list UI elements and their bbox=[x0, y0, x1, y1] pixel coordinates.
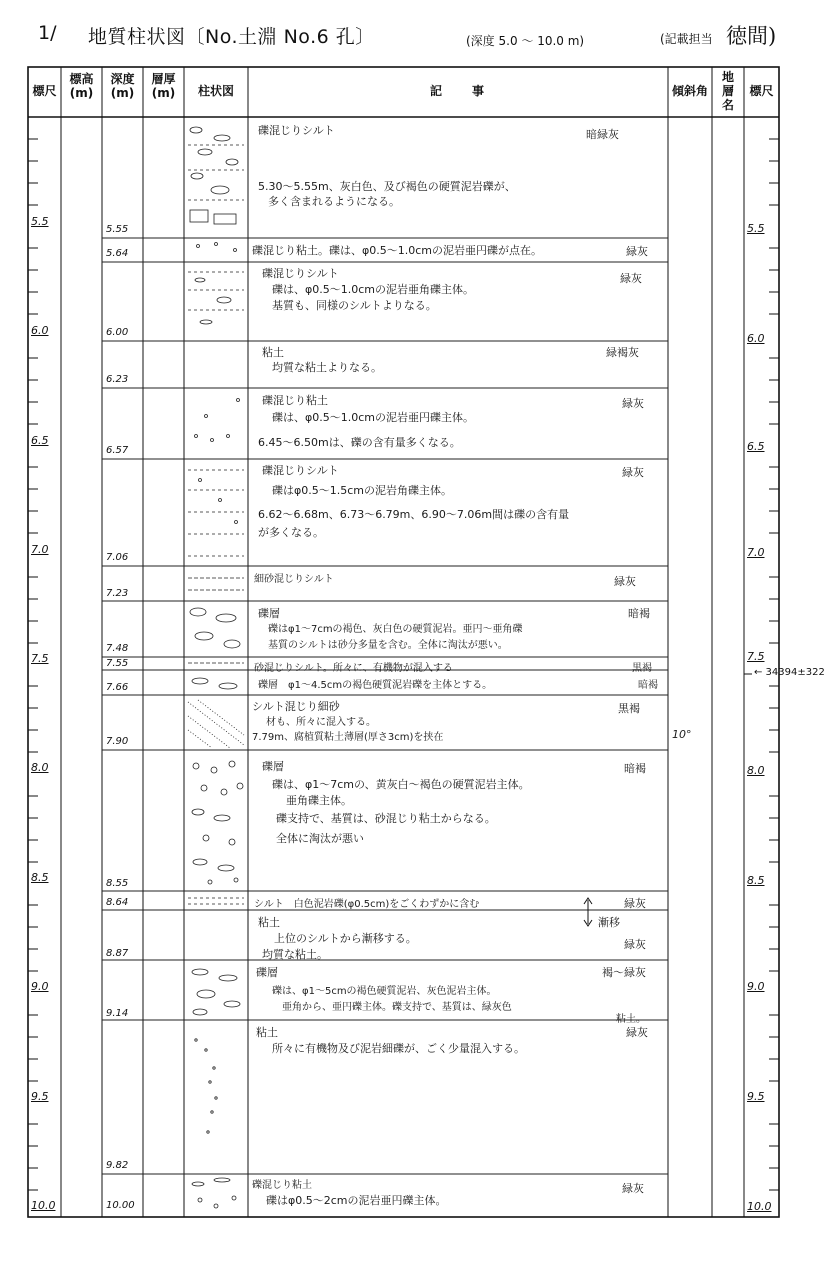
layer-note: 礫支持で、基質は、砂混じり粘土からなる。 bbox=[276, 812, 496, 825]
scale-left-label: 7.0 bbox=[31, 543, 49, 556]
depth-value: 10.00 bbox=[106, 1200, 135, 1211]
layer-note: 所々に有機物及び泥岩細礫が、ごく少量混入する。 bbox=[272, 1042, 525, 1055]
layer-note: 礫は、φ0.5～1.0cmの泥岩亜角礫主体。 bbox=[272, 283, 475, 296]
layer-color: 緑灰 bbox=[614, 575, 636, 588]
scale-right-label: 9.5 bbox=[747, 1090, 765, 1103]
layer-title: 礫混じり粘土 bbox=[262, 394, 328, 407]
layer-title: 粘土 bbox=[256, 1026, 278, 1039]
layer-color: 緑灰 bbox=[624, 938, 646, 951]
depth-value: 5.64 bbox=[106, 248, 129, 259]
layer-color: 緑灰 bbox=[626, 1026, 648, 1039]
layer-note: 礫はφ0.5～1.5cmの泥岩角礫主体。 bbox=[272, 484, 453, 497]
pattern-gravel-layer-4 bbox=[192, 969, 240, 1015]
header-thickness-unit: (m) bbox=[151, 86, 176, 100]
pattern-gravel-silt-1 bbox=[188, 127, 244, 224]
layer-note: 粘土。 bbox=[616, 1014, 646, 1025]
pattern-gravel-clay-2 bbox=[195, 399, 240, 442]
gradation-note: 漸移 bbox=[598, 916, 620, 929]
scale-right-label: 6.0 bbox=[747, 332, 765, 345]
layer-note: 礫はφ1～7cmの褐色、灰白色の硬質泥岩。亜円～亜角礫 bbox=[268, 624, 523, 635]
depth-value: 6.00 bbox=[106, 327, 129, 338]
header-depth-label: 深度 bbox=[110, 72, 135, 86]
header-column-log: 柱状図 bbox=[197, 84, 234, 98]
layer-note: 礫は、φ1～5cmの褐色硬質泥岩、灰色泥岩主体。 bbox=[272, 986, 497, 997]
column-log-patterns bbox=[188, 127, 244, 1208]
layer-note: 6.45～6.50mは、礫の含有量多くなる。 bbox=[258, 436, 461, 449]
depth-value: 8.55 bbox=[106, 878, 129, 889]
pattern-clay-dots bbox=[195, 1039, 217, 1133]
page-title: 地質柱状図〔No.土淵 No.6 孔〕 bbox=[88, 26, 375, 48]
pattern-sandy-silt bbox=[188, 578, 244, 590]
recorder-label: (記載担当 bbox=[660, 32, 713, 46]
layer-title: 礫混じりシルト bbox=[262, 464, 339, 477]
header-thickness bbox=[143, 72, 184, 100]
layer-note: 多く含まれるようになる。 bbox=[268, 195, 400, 208]
layer-note: 礫は、φ1～7cmの、黄灰白～褐色の硬質泥岩主体。 bbox=[272, 778, 530, 791]
header-description: 記 事 bbox=[429, 84, 486, 98]
depth-value: 8.64 bbox=[106, 897, 129, 908]
header-elevation-unit: (m) bbox=[69, 86, 94, 100]
pattern-fine-sand bbox=[188, 700, 244, 748]
pattern-gravel-silt-3 bbox=[188, 470, 244, 556]
depth-range: (深度 5.0 ～ 10.0 m) bbox=[466, 34, 585, 48]
layer-color: 緑灰 bbox=[622, 466, 644, 479]
header-scale-left: 標尺 bbox=[32, 84, 57, 98]
depth-value: 9.82 bbox=[106, 1160, 129, 1171]
layer-note: 亜角から、亜円礫主体。礫支持で、基質は、緑灰色 bbox=[282, 1002, 512, 1013]
depth-value: 7.48 bbox=[106, 643, 129, 654]
layer-color: 緑灰 bbox=[622, 397, 644, 410]
header-elevation-label: 標高 bbox=[69, 72, 94, 86]
layer-note: 7.79m、腐植質粘土薄層(厚さ3cm)を挟在 bbox=[252, 732, 444, 743]
header-formation: 地層名 bbox=[721, 70, 734, 112]
layer-color: 緑灰 bbox=[626, 245, 648, 258]
layer-note: 5.30～5.55m、灰白色、及び褐色の硬質泥岩礫が、 bbox=[258, 180, 516, 193]
depth-value: 7.55 bbox=[106, 658, 129, 669]
scale-left-label: 9.5 bbox=[31, 1090, 49, 1103]
header-elevation bbox=[61, 72, 102, 100]
layer-title: 粘土 bbox=[258, 916, 280, 929]
layer-title: 礫混じり粘土。礫は、φ0.5～1.0cmの泥岩亜円礫が点在。 bbox=[252, 244, 543, 257]
layer-note: 材も、所々に混入する。 bbox=[266, 717, 376, 728]
layer-title: 礫混じりシルト bbox=[258, 124, 335, 137]
pattern-gravel-clay-3 bbox=[192, 1178, 236, 1208]
pattern-gravel-layer-1 bbox=[190, 608, 240, 648]
gradation-arrow-icon bbox=[584, 898, 592, 926]
layer-title: 細砂混じりシルト bbox=[254, 574, 334, 585]
age-boundary-label: ← 34394±322 bbox=[754, 667, 825, 678]
layer-title: 礫層 φ1～4.5cmの褐色硬質泥岩礫を主体とする。 bbox=[258, 680, 493, 691]
layer-note: 6.62～6.68m、6.73～6.79m、6.90～7.06m間は礫の含有量 bbox=[258, 508, 570, 521]
header-thickness-label: 層厚 bbox=[151, 72, 176, 86]
layer-note: 全体に淘汰が悪い bbox=[276, 832, 364, 845]
scale-left-label: 8.5 bbox=[31, 871, 49, 884]
layer-color: 暗褐 bbox=[638, 680, 658, 691]
scale-left-label: 7.5 bbox=[31, 652, 49, 665]
layer-color: 緑灰 bbox=[624, 897, 646, 910]
scale-right-label: 8.0 bbox=[747, 764, 765, 777]
scale-left-label: 5.5 bbox=[31, 215, 49, 228]
layer-note: 礫はφ0.5～2cmの泥岩亜円礫主体。 bbox=[266, 1194, 447, 1207]
scale-left-label: 8.0 bbox=[31, 761, 49, 774]
depth-value: 7.06 bbox=[106, 552, 129, 563]
scale-right-label: 7.0 bbox=[747, 546, 765, 559]
scale-left-label: 6.5 bbox=[31, 434, 49, 447]
layer-color: 暗褐 bbox=[624, 762, 646, 775]
depth-value: 7.23 bbox=[106, 588, 129, 599]
layer-title: 粘土 bbox=[262, 346, 284, 359]
header-depth-unit: (m) bbox=[110, 86, 135, 100]
layer-note: 上位のシルトから漸移する。 bbox=[274, 932, 417, 945]
layer-title: 礫層 bbox=[256, 966, 278, 979]
scale-right-label: 10.0 bbox=[747, 1200, 772, 1213]
scale-left-label: 10.0 bbox=[31, 1199, 56, 1212]
layer-title: 砂混じりシルト。所々に、有機物が混入する bbox=[254, 663, 453, 674]
page-number: 1/ bbox=[38, 22, 57, 44]
scale-right-label: 7.5 bbox=[747, 650, 765, 663]
layer-note: 基質も、同様のシルトよりなる。 bbox=[272, 299, 437, 312]
header-scale-right: 標尺 bbox=[749, 84, 774, 98]
layer-note: 亜角礫主体。 bbox=[286, 794, 352, 807]
scale-right-label: 6.5 bbox=[747, 440, 765, 453]
header-dip: 傾斜角 bbox=[671, 84, 708, 98]
layer-note: 均質な粘土。 bbox=[262, 948, 328, 961]
layer-color: 褐～緑灰 bbox=[602, 966, 646, 979]
layer-color: 黒褐 bbox=[618, 702, 640, 715]
layer-title: シルト混じり細砂 bbox=[252, 700, 340, 713]
layer-title: 礫層 bbox=[258, 607, 280, 620]
layer-color: 緑褐灰 bbox=[606, 346, 639, 359]
layer-color: 緑灰 bbox=[622, 1182, 644, 1195]
scale-right-label: 9.0 bbox=[747, 980, 765, 993]
layer-title: 礫層 bbox=[262, 760, 284, 773]
scale-left-label: 6.0 bbox=[31, 324, 49, 337]
depth-value: 6.57 bbox=[106, 445, 129, 456]
layer-title: 礫混じり粘土 bbox=[252, 1180, 312, 1191]
pattern-gravel-silt-2 bbox=[188, 272, 244, 324]
pattern-silt bbox=[188, 898, 244, 904]
layer-note: が多くなる。 bbox=[258, 526, 324, 539]
depth-value: 5.55 bbox=[106, 224, 129, 235]
depth-value: 9.14 bbox=[106, 1008, 129, 1019]
pattern-gravel-clay bbox=[197, 243, 237, 252]
depth-value: 7.66 bbox=[106, 682, 129, 693]
layer-color: 暗緑灰 bbox=[586, 128, 619, 141]
layer-note: 礫は、φ0.5～1.0cmの泥岩亜円礫主体。 bbox=[272, 411, 475, 424]
depth-value: 6.23 bbox=[106, 374, 129, 385]
pattern-gravel-layer-3 bbox=[192, 761, 243, 884]
scale-left-label: 9.0 bbox=[31, 980, 49, 993]
layer-title: シルト 白色泥岩礫(φ0.5cm)をごくわずかに含む bbox=[254, 899, 480, 910]
layer-note: 均質な粘土よりなる。 bbox=[272, 361, 382, 374]
layer-note: 基質のシルトは砂分多量を含む。全体に淘汰が悪い。 bbox=[268, 640, 508, 651]
dip-value: 10° bbox=[672, 728, 692, 741]
layer-color: 暗褐 bbox=[628, 607, 650, 620]
depth-value: 8.87 bbox=[106, 948, 129, 959]
layer-title: 礫混じりシルト bbox=[262, 267, 339, 280]
scale-right-label: 5.5 bbox=[747, 222, 765, 235]
pattern-gravel-layer-2 bbox=[192, 678, 237, 689]
header-depth bbox=[102, 72, 143, 100]
layer-color: 黒褐 bbox=[632, 663, 652, 674]
depth-value: 7.90 bbox=[106, 736, 129, 747]
scale-right-label: 8.5 bbox=[747, 874, 765, 887]
layer-color: 緑灰 bbox=[620, 272, 642, 285]
recorder-name: 徳間) bbox=[726, 24, 777, 48]
